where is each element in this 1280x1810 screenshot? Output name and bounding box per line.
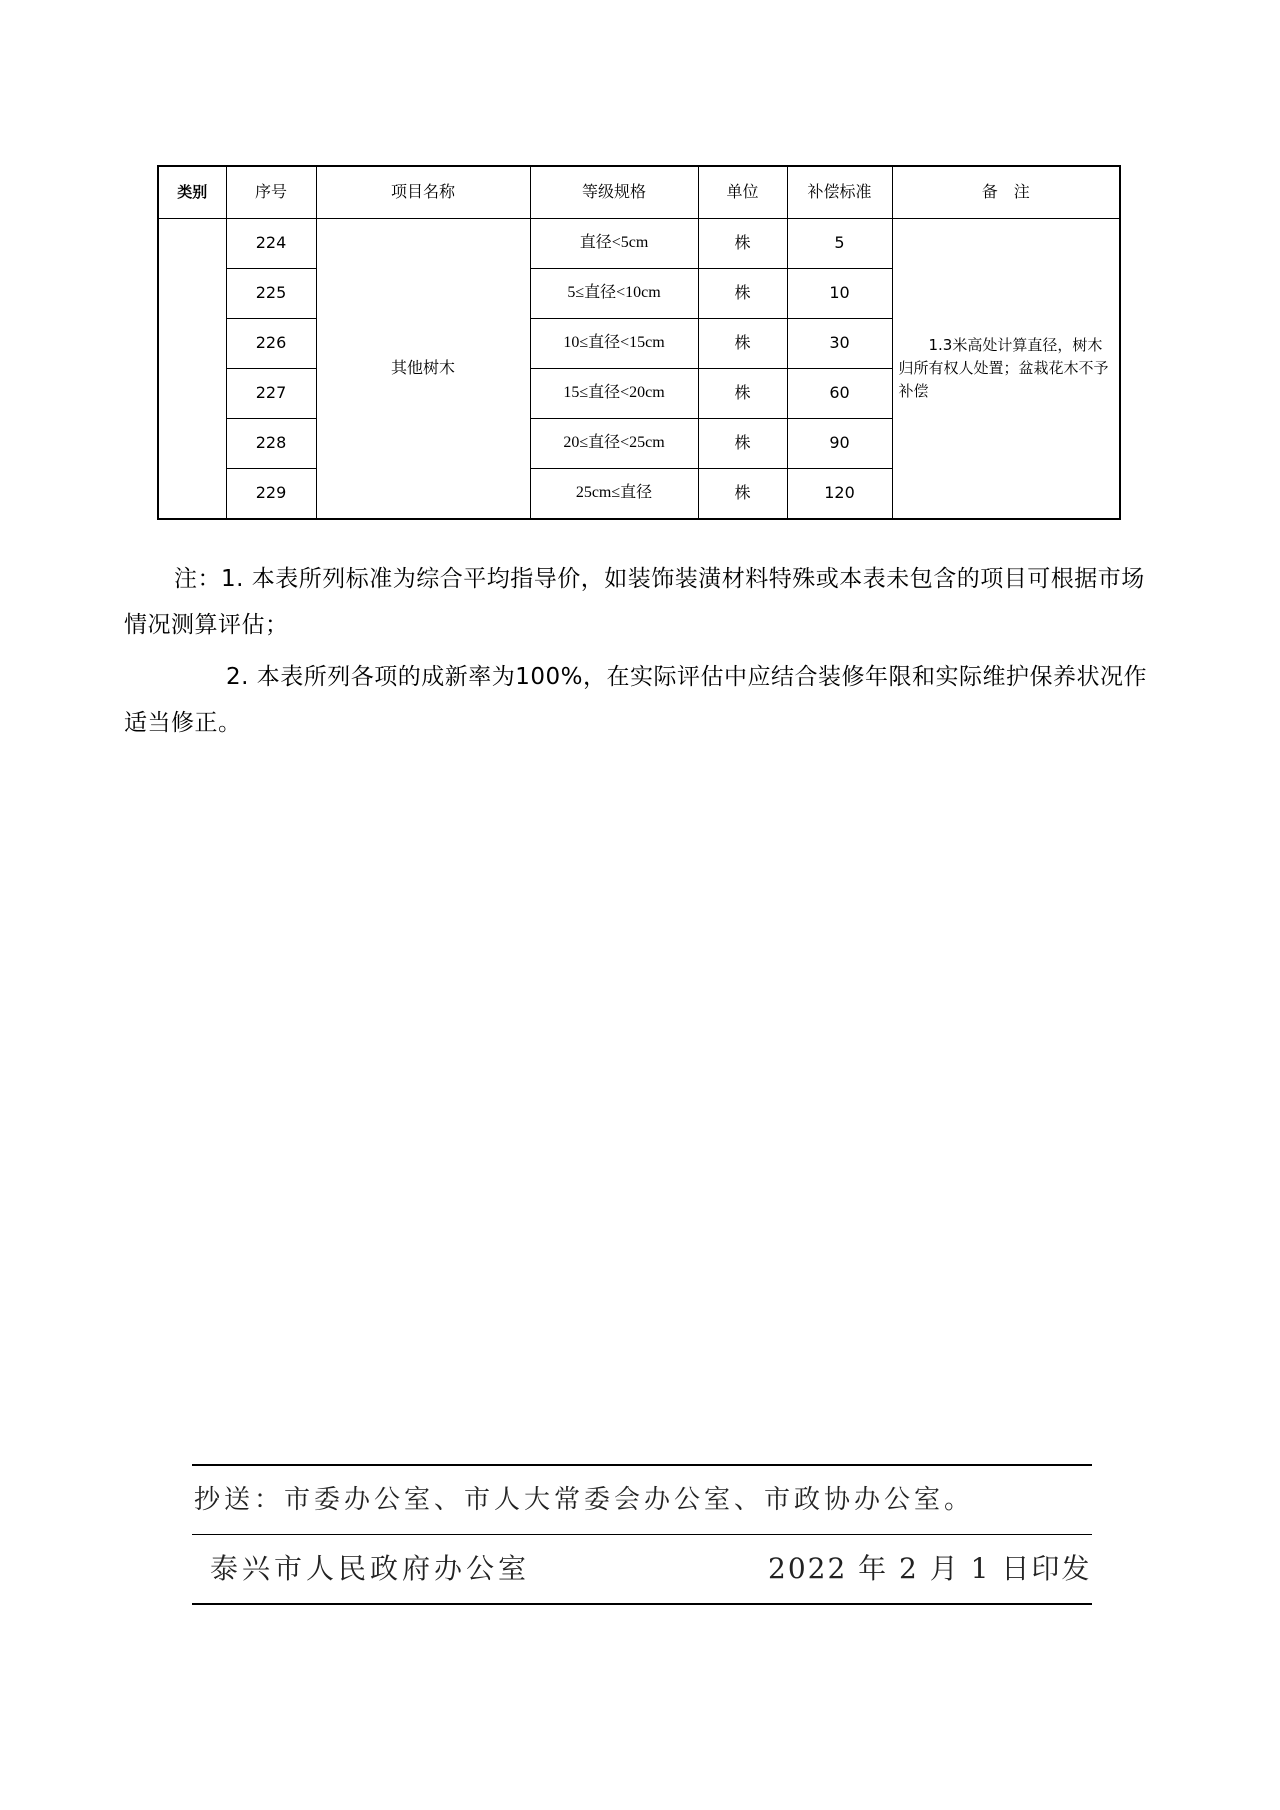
remarks-cell [892, 219, 1120, 520]
header-seq: 序号 [226, 166, 316, 219]
unit-cell: 株 [698, 419, 787, 469]
seq-cell: 225 [226, 269, 316, 319]
seq-cell: 227 [226, 369, 316, 419]
unit-cell: 株 [698, 269, 787, 319]
grade-cell: 直径<5cm [530, 219, 698, 269]
seq-cell: 228 [226, 419, 316, 469]
issue-date: 2022 年 2 月 1 日印发 [768, 1552, 1092, 1585]
standard-cell: 120 [787, 469, 892, 520]
header-grade: 等级规格 [530, 166, 698, 219]
seq-cell: 224 [226, 219, 316, 269]
remarks-text: 1.3米高处计算直径，树木归所有权人处置；盆栽花木不予补偿 [898, 335, 1109, 401]
grade-cell: 5≤直径<10cm [530, 269, 698, 319]
issuer: 泰兴市人民政府办公室 [210, 1552, 531, 1585]
issue-line [192, 1535, 1092, 1603]
standard-cell: 5 [787, 219, 892, 269]
footer-bottom-rule [192, 1603, 1092, 1605]
standard-cell: 90 [787, 419, 892, 469]
category-cell [158, 219, 226, 520]
header-category: 类别 [158, 166, 226, 219]
unit-cell: 株 [698, 369, 787, 419]
document-footer [192, 1464, 1092, 1605]
unit-cell: 株 [698, 469, 787, 520]
note-1: 注：1. 本表所列标准为综合平均指导价，如装饰装潢材料特殊或本表未包含的项目可根据市场情况测算评估； [124, 566, 1145, 638]
grade-cell: 15≤直径<20cm [530, 369, 698, 419]
unit-cell: 株 [698, 219, 787, 269]
cc-line: 抄送：市委办公室、市人大常委会办公室、市政协办公室。 [194, 1485, 975, 1515]
table-header-row [158, 166, 1120, 219]
standard-cell: 10 [787, 269, 892, 319]
table-row [158, 219, 1120, 269]
notes-section [124, 556, 1164, 752]
compensation-table [157, 165, 1121, 520]
unit-cell: 株 [698, 319, 787, 369]
seq-cell: 226 [226, 319, 316, 369]
header-item-name: 项目名称 [316, 166, 530, 219]
header-standard: 补偿标准 [787, 166, 892, 219]
header-unit: 单位 [698, 166, 787, 219]
grade-cell: 10≤直径<15cm [530, 319, 698, 369]
grade-cell: 20≤直径<25cm [530, 419, 698, 469]
header-remarks: 备 注 [892, 166, 1120, 219]
item-name-cell: 其他树木 [316, 219, 530, 520]
standard-cell: 60 [787, 369, 892, 419]
note-2: 2. 本表所列各项的成新率为100%，在实际评估中应结合装修年限和实际维护保养状况作适当修正。 [124, 664, 1148, 736]
seq-cell: 229 [226, 469, 316, 520]
standard-cell: 30 [787, 319, 892, 369]
grade-cell: 25cm≤直径 [530, 469, 698, 520]
